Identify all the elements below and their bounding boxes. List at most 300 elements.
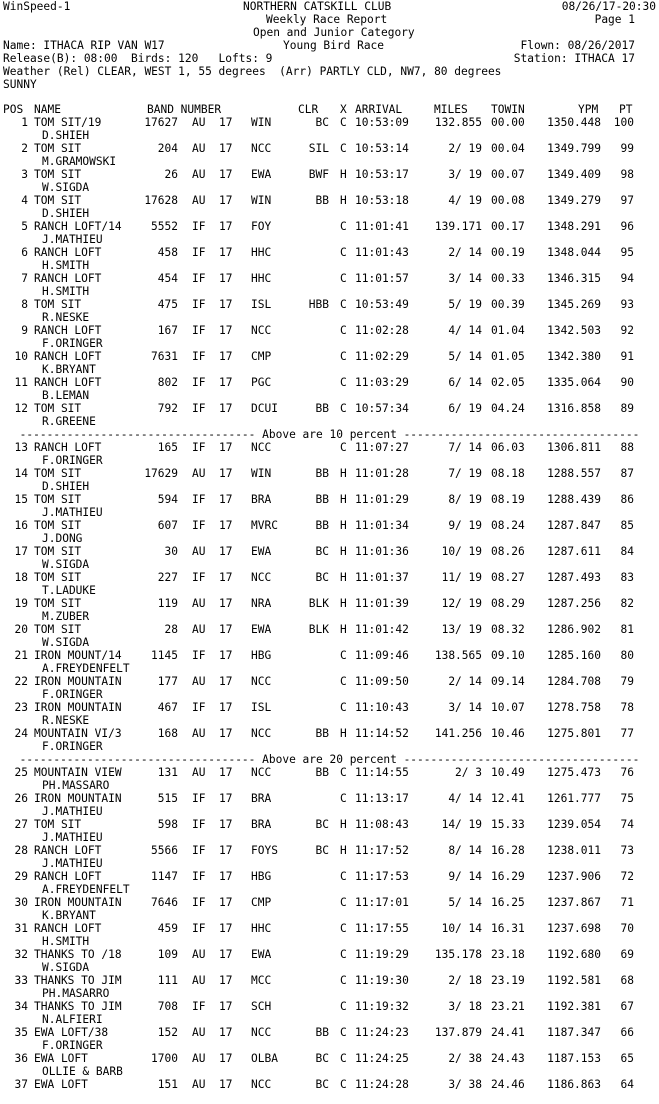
cell-band: 165: [157, 441, 178, 454]
col-pt: PT: [619, 103, 633, 116]
cell-pos: 14: [14, 467, 28, 480]
cell-band: 30: [164, 545, 178, 558]
cell-arrival: 11:10:43: [355, 701, 409, 714]
cell-owner: D.SHIEH: [42, 129, 90, 142]
cell-pos: 5: [21, 220, 28, 233]
cell-x: C: [340, 324, 347, 337]
cell-year: 17: [219, 844, 233, 857]
cell-year: 17: [219, 1078, 233, 1091]
cell-miles: 7/ 19: [448, 467, 482, 480]
cell-miles: 132.855: [434, 116, 482, 129]
cell-miles: 6/ 19: [448, 402, 482, 415]
cell-band: 792: [157, 402, 178, 415]
cell-ypm: 1238.011: [547, 844, 601, 857]
table-row: [0, 142, 659, 168]
cell-miles: 7/ 14: [448, 441, 482, 454]
cell-name: TOM SIT: [34, 571, 82, 584]
cell-ypm: 1348.291: [547, 220, 601, 233]
cell-year: 17: [219, 922, 233, 935]
cell-x: C: [340, 1000, 347, 1013]
cell-miles: 2/ 19: [448, 142, 482, 155]
cell-pt: 68: [620, 974, 634, 987]
cell-pt: 66: [620, 1026, 634, 1039]
cell-towin: 16.29: [491, 870, 525, 883]
cell-org: AU: [192, 623, 206, 636]
cell-year: 17: [219, 272, 233, 285]
cell-x: C: [340, 1052, 347, 1065]
cell-pos: 30: [14, 896, 28, 909]
cell-arrival: 11:08:43: [355, 818, 409, 831]
cell-name: TOM SIT/19: [34, 116, 102, 129]
cell-name: RANCH LOFT: [34, 324, 102, 337]
cell-org: AU: [192, 1026, 206, 1039]
col-name: NAME: [34, 103, 61, 116]
cell-club: FOYS: [251, 844, 278, 857]
cell-ypm: 1187.347: [547, 1026, 601, 1039]
cell-name: TOM SIT: [34, 298, 82, 311]
cell-color: BC: [315, 1078, 329, 1091]
cell-miles: 141.256: [434, 727, 482, 740]
table-row: [0, 441, 659, 467]
cell-owner: F.ORINGER: [42, 688, 103, 701]
cell-arrival: 11:19:29: [355, 948, 409, 961]
cell-ypm: 1239.054: [547, 818, 601, 831]
cell-band: 204: [157, 142, 178, 155]
cell-x: H: [340, 623, 347, 636]
cell-pos: 7: [21, 272, 28, 285]
cell-band: 598: [157, 818, 178, 831]
cell-pt: 74: [620, 818, 634, 831]
cell-pos: 4: [21, 194, 28, 207]
cell-owner: J.MATHIEU: [42, 857, 103, 870]
cell-org: IF: [192, 844, 206, 857]
cell-name: IRON MOUNTAIN: [34, 792, 122, 805]
table-row: [0, 792, 659, 818]
cell-club: HBG: [251, 649, 272, 662]
cell-ypm: 1288.557: [547, 467, 601, 480]
cell-pos: 19: [14, 597, 28, 610]
cell-x: C: [340, 350, 347, 363]
cell-color: BWF: [308, 168, 329, 181]
cell-color: BB: [315, 727, 329, 740]
cell-pos: 28: [14, 844, 28, 857]
cell-ypm: 1349.279: [547, 194, 601, 207]
cell-owner: H.SMITH: [42, 259, 90, 272]
cell-band: 152: [157, 1026, 178, 1039]
cell-color: BB: [315, 493, 329, 506]
col-x: X: [340, 103, 347, 116]
cell-pt: 64: [620, 1078, 634, 1091]
cell-club: EWA: [251, 623, 272, 636]
cell-name: EWA LOFT/38: [34, 1026, 109, 1039]
cell-pos: 2: [21, 142, 28, 155]
cell-pt: 70: [620, 922, 634, 935]
cell-pt: 65: [620, 1052, 634, 1065]
cell-miles: 14/ 19: [441, 818, 482, 831]
cell-arrival: 11:19:32: [355, 1000, 409, 1013]
report-header: [3, 0, 656, 91]
cell-ypm: 1345.269: [547, 298, 601, 311]
cell-towin: 08.27: [491, 571, 525, 584]
page-number: Page 1: [594, 13, 635, 26]
cell-org: AU: [192, 948, 206, 961]
cell-org: AU: [192, 1078, 206, 1091]
cell-name: IRON MOUNTAIN: [34, 675, 122, 688]
cell-club: NCC: [251, 1026, 272, 1039]
station: Station: ITHACA 17: [513, 52, 635, 65]
cell-club: NCC: [251, 1078, 272, 1091]
cell-band: 17627: [144, 116, 178, 129]
cell-owner: W.SIGDA: [42, 636, 90, 649]
cell-year: 17: [219, 727, 233, 740]
cell-year: 17: [219, 792, 233, 805]
col-ypm: YPM: [578, 103, 599, 116]
cell-x: C: [340, 142, 347, 155]
race-name: Name: ITHACA RIP VAN W17: [3, 39, 165, 52]
cell-band: 227: [157, 571, 178, 584]
table-row: [0, 571, 659, 597]
cell-name: TOM SIT: [34, 545, 82, 558]
cell-pt: 84: [620, 545, 634, 558]
cell-pt: 92: [620, 324, 634, 337]
cell-pos: 8: [21, 298, 28, 311]
cell-x: C: [340, 220, 347, 233]
cell-color: BC: [315, 844, 329, 857]
cell-towin: 23.21: [491, 1000, 525, 1013]
cell-x: H: [340, 545, 347, 558]
cell-x: C: [340, 649, 347, 662]
club-name: NORTHERN CATSKILL CLUB: [243, 0, 392, 13]
cell-year: 17: [219, 701, 233, 714]
col-towin: TOWIN: [491, 103, 525, 116]
cell-year: 17: [219, 1052, 233, 1065]
cell-arrival: 11:01:41: [355, 220, 409, 233]
table-row: [0, 1000, 659, 1026]
cell-arrival: 11:24:23: [355, 1026, 409, 1039]
table-row: [0, 701, 659, 727]
cell-year: 17: [219, 571, 233, 584]
report-title: Weekly Race Report: [266, 13, 388, 26]
cell-name: RANCH LOFT: [34, 272, 102, 285]
cell-towin: 16.25: [491, 896, 525, 909]
cell-miles: 3/ 18: [448, 1000, 482, 1013]
cell-band: 7631: [151, 350, 178, 363]
cell-year: 17: [219, 896, 233, 909]
cell-pos: 6: [21, 246, 28, 259]
cell-year: 17: [219, 194, 233, 207]
cell-year: 17: [219, 441, 233, 454]
cell-band: 607: [157, 519, 178, 532]
cell-arrival: 11:24:28: [355, 1078, 409, 1091]
cell-towin: 23.18: [491, 948, 525, 961]
cell-name: THANKS TO JIM: [34, 1000, 122, 1013]
weather-continued: SUNNY: [3, 78, 37, 91]
cell-club: EWA: [251, 948, 272, 961]
cell-ypm: 1192.680: [547, 948, 601, 961]
cell-pt: 71: [620, 896, 634, 909]
cell-owner: J.MATHIEU: [42, 831, 103, 844]
cell-name: RANCH LOFT: [34, 350, 102, 363]
cell-pt: 99: [620, 142, 634, 155]
cell-name: TOM SIT: [34, 402, 82, 415]
cell-towin: 09.14: [491, 675, 525, 688]
cell-club: BRA: [251, 818, 272, 831]
cell-owner: A.FREYDENFELT: [42, 662, 130, 675]
cell-color: BC: [315, 116, 329, 129]
cell-year: 17: [219, 142, 233, 155]
cell-pt: 98: [620, 168, 634, 181]
percent-separator: ----------------------------------- Above are 20 percent -----------------------------------: [19, 753, 640, 766]
cell-owner: K.BRYANT: [42, 909, 96, 922]
cell-ypm: 1237.867: [547, 896, 601, 909]
cell-arrival: 11:14:55: [355, 766, 409, 779]
cell-band: 458: [157, 246, 178, 259]
cell-arrival: 11:01:36: [355, 545, 409, 558]
cell-x: H: [340, 844, 347, 857]
table-row: [0, 870, 659, 896]
cell-owner: J.DONG: [42, 532, 83, 545]
cell-x: C: [340, 675, 347, 688]
cell-name: EWA LOFT: [34, 1052, 88, 1065]
cell-ypm: 1287.611: [547, 545, 601, 558]
cell-org: IF: [192, 402, 206, 415]
table-row: [0, 597, 659, 623]
release-info: Release(B): 08:00 Birds: 120 Lofts: 9: [3, 52, 273, 65]
cell-ypm: 1316.858: [547, 402, 601, 415]
cell-year: 17: [219, 649, 233, 662]
table-row: [0, 519, 659, 545]
cell-org: IF: [192, 870, 206, 883]
cell-towin: 00.07: [491, 168, 525, 181]
cell-arrival: 11:01:34: [355, 519, 409, 532]
cell-year: 17: [219, 870, 233, 883]
cell-org: AU: [192, 766, 206, 779]
cell-name: THANKS TO JIM: [34, 974, 122, 987]
cell-club: BRA: [251, 792, 272, 805]
cell-owner: PH.MASSARO: [42, 779, 110, 792]
cell-color: BLK: [308, 623, 329, 636]
table-row: [0, 727, 659, 753]
cell-band: 5552: [151, 220, 178, 233]
cell-arrival: 11:14:52: [355, 727, 409, 740]
cell-pos: 16: [14, 519, 28, 532]
cell-org: AU: [192, 675, 206, 688]
cell-miles: 9/ 14: [448, 870, 482, 883]
cell-club: NCC: [251, 675, 272, 688]
cell-arrival: 10:53:09: [355, 116, 409, 129]
col-miles: MILES: [434, 103, 468, 116]
table-row: [0, 493, 659, 519]
cell-owner: A.FREYDENFELT: [42, 883, 130, 896]
cell-arrival: 11:01:57: [355, 272, 409, 285]
cell-x: H: [340, 818, 347, 831]
cell-arrival: 10:53:49: [355, 298, 409, 311]
cell-ypm: 1286.902: [547, 623, 601, 636]
cell-org: IF: [192, 441, 206, 454]
cell-arrival: 11:03:29: [355, 376, 409, 389]
cell-x: C: [340, 1078, 347, 1091]
cell-band: 1147: [151, 870, 178, 883]
cell-arrival: 11:01:39: [355, 597, 409, 610]
cell-org: IF: [192, 571, 206, 584]
cell-year: 17: [219, 493, 233, 506]
cell-club: HBG: [251, 870, 272, 883]
table-row: [0, 376, 659, 402]
cell-towin: 08.19: [491, 493, 525, 506]
cell-ypm: 1285.160: [547, 649, 601, 662]
cell-arrival: 11:09:46: [355, 649, 409, 662]
cell-club: ISL: [251, 701, 272, 714]
cell-owner: F.ORINGER: [42, 740, 103, 753]
cell-miles: 13/ 19: [441, 623, 482, 636]
cell-towin: 00.08: [491, 194, 525, 207]
table-row: [0, 766, 659, 792]
cell-arrival: 11:07:27: [355, 441, 409, 454]
cell-pt: 91: [620, 350, 634, 363]
cell-pos: 9: [21, 324, 28, 337]
cell-pt: 83: [620, 571, 634, 584]
cell-arrival: 11:17:01: [355, 896, 409, 909]
cell-name: TOM SIT: [34, 194, 82, 207]
cell-miles: 2/ 14: [448, 675, 482, 688]
cell-year: 17: [219, 324, 233, 337]
cell-year: 17: [219, 597, 233, 610]
cell-org: AU: [192, 116, 206, 129]
table-row: [0, 298, 659, 324]
cell-towin: 00.39: [491, 298, 525, 311]
table-row: [0, 168, 659, 194]
cell-club: MCC: [251, 974, 272, 987]
cell-x: C: [340, 376, 347, 389]
cell-year: 17: [219, 350, 233, 363]
cell-pos: 13: [14, 441, 28, 454]
cell-org: IF: [192, 792, 206, 805]
cell-pos: 33: [14, 974, 28, 987]
cell-miles: 4/ 19: [448, 194, 482, 207]
cell-pos: 37: [14, 1078, 28, 1091]
cell-arrival: 11:17:53: [355, 870, 409, 883]
cell-club: EWA: [251, 545, 272, 558]
cell-miles: 2/ 3: [455, 766, 482, 779]
cell-color: SIL: [308, 142, 329, 155]
cell-pos: 26: [14, 792, 28, 805]
cell-band: 119: [157, 597, 178, 610]
cell-club: CMP: [251, 896, 272, 909]
cell-ypm: 1346.315: [547, 272, 601, 285]
cell-band: 467: [157, 701, 178, 714]
cell-pt: 80: [620, 649, 634, 662]
cell-band: 1700: [151, 1052, 178, 1065]
cell-owner: J.MATHIEU: [42, 506, 103, 519]
cell-towin: 04.24: [491, 402, 525, 415]
cell-name: MOUNTAIN VI/3: [34, 727, 122, 740]
table-row: [0, 1078, 659, 1104]
cell-year: 17: [219, 974, 233, 987]
cell-pt: 76: [620, 766, 634, 779]
cell-x: C: [340, 441, 347, 454]
cell-ypm: 1187.153: [547, 1052, 601, 1065]
table-row: [0, 467, 659, 493]
cell-owner: J.MATHIEU: [42, 805, 103, 818]
cell-arrival: 11:17:52: [355, 844, 409, 857]
cell-towin: 00.19: [491, 246, 525, 259]
cell-name: TOM SIT: [34, 142, 82, 155]
cell-org: IF: [192, 298, 206, 311]
cell-org: IF: [192, 324, 206, 337]
cell-color: BC: [315, 1052, 329, 1065]
table-row: [0, 844, 659, 870]
cell-band: 5566: [151, 844, 178, 857]
cell-miles: 5/ 14: [448, 896, 482, 909]
cell-x: C: [340, 896, 347, 909]
cell-owner: D.SHIEH: [42, 207, 90, 220]
cell-org: IF: [192, 818, 206, 831]
cell-towin: 09.10: [491, 649, 525, 662]
cell-pos: 36: [14, 1052, 28, 1065]
cell-x: H: [340, 194, 347, 207]
cell-org: AU: [192, 545, 206, 558]
cell-ypm: 1342.503: [547, 324, 601, 337]
cell-miles: 135.178: [434, 948, 482, 961]
flown-date: Flown: 08/26/2017: [520, 39, 635, 52]
cell-towin: 00.17: [491, 220, 525, 233]
cell-arrival: 11:01:42: [355, 623, 409, 636]
cell-year: 17: [219, 818, 233, 831]
cell-arrival: 11:19:30: [355, 974, 409, 987]
cell-arrival: 11:01:28: [355, 467, 409, 480]
cell-arrival: 11:13:17: [355, 792, 409, 805]
cell-org: IF: [192, 220, 206, 233]
cell-towin: 16.28: [491, 844, 525, 857]
cell-club: NCC: [251, 324, 272, 337]
cell-color: HBB: [308, 298, 329, 311]
cell-pos: 12: [14, 402, 28, 415]
cell-pos: 34: [14, 1000, 28, 1013]
cell-color: BB: [315, 402, 329, 415]
cell-pt: 72: [620, 870, 634, 883]
table-row: [0, 649, 659, 675]
cell-x: C: [340, 402, 347, 415]
cell-pt: 94: [620, 272, 634, 285]
cell-club: HHC: [251, 922, 272, 935]
cell-towin: 23.19: [491, 974, 525, 987]
cell-club: PGC: [251, 376, 272, 389]
table-row: [0, 974, 659, 1000]
cell-club: WIN: [251, 116, 272, 129]
cell-ypm: 1287.493: [547, 571, 601, 584]
cell-year: 17: [219, 545, 233, 558]
cell-miles: 4/ 14: [448, 324, 482, 337]
cell-miles: 2/ 18: [448, 974, 482, 987]
cell-pos: 22: [14, 675, 28, 688]
cell-pos: 17: [14, 545, 28, 558]
cell-org: IF: [192, 701, 206, 714]
cell-org: AU: [192, 1052, 206, 1065]
cell-arrival: 10:53:17: [355, 168, 409, 181]
cell-ypm: 1287.256: [547, 597, 601, 610]
cell-club: DCUI: [251, 402, 278, 415]
cell-club: BRA: [251, 493, 272, 506]
cell-pos: 21: [14, 649, 28, 662]
cell-pos: 15: [14, 493, 28, 506]
cell-owner: R.NESKE: [42, 714, 90, 727]
cell-arrival: 10:53:18: [355, 194, 409, 207]
cell-year: 17: [219, 467, 233, 480]
cell-miles: 9/ 19: [448, 519, 482, 532]
cell-year: 17: [219, 376, 233, 389]
cell-ypm: 1192.381: [547, 1000, 601, 1013]
cell-towin: 10.07: [491, 701, 525, 714]
